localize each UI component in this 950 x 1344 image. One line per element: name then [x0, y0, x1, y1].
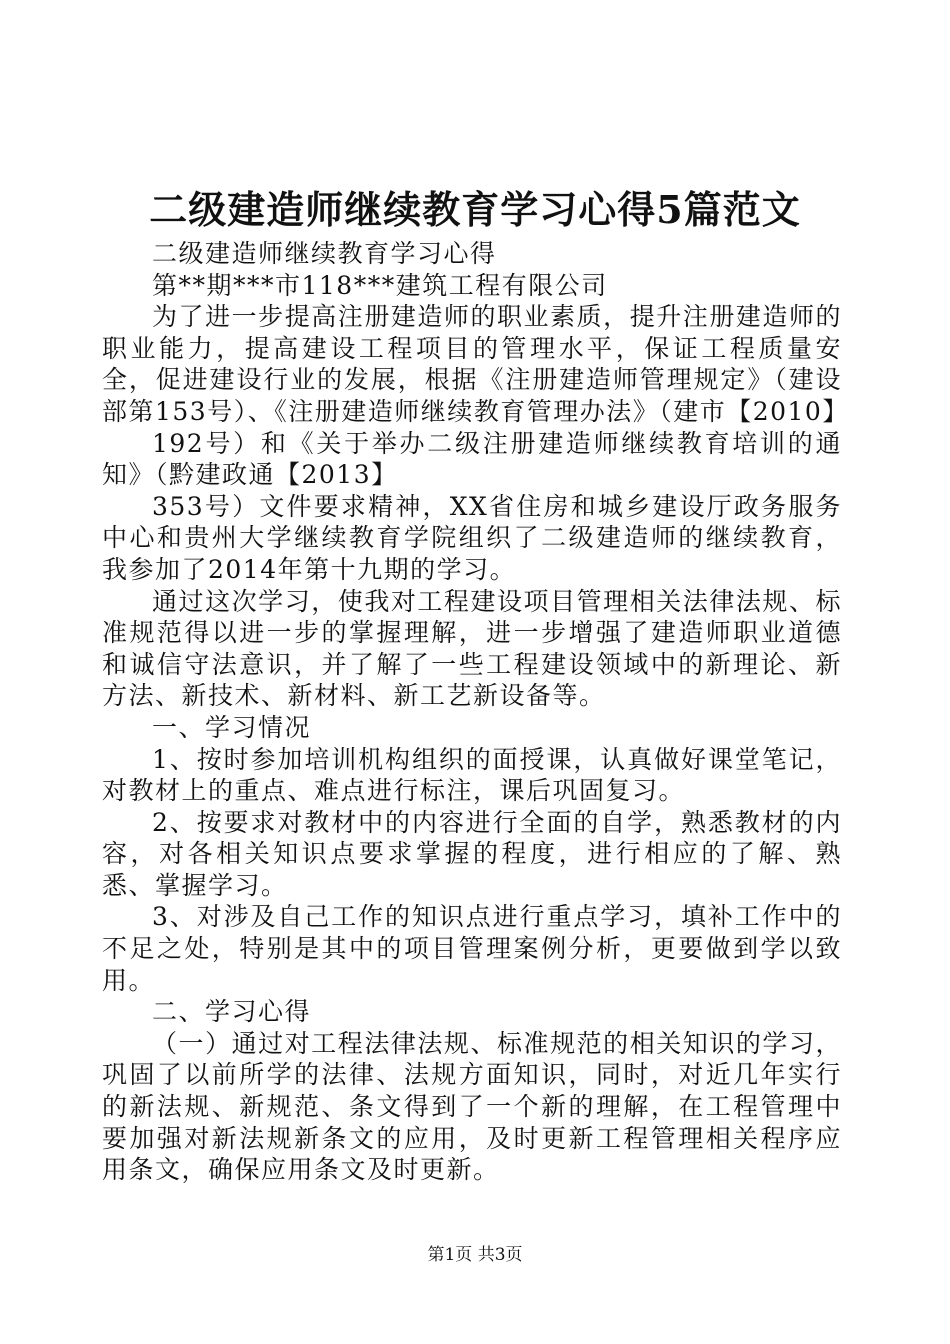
- section-heading: 一、学习情况: [152, 712, 312, 742]
- body-paragraph: 通过这次学习，使我对工程建设项目管理相关法律法规、标准规范得以进一步的掌握理解，进一步增强了建造师职业道德和诚信守法意识，并了解了一些工程建设领域中的新理论、新方法、新技术、新材料、新工艺新设备等。: [102, 586, 842, 711]
- body-paragraph: 为了进一步提高注册建造师的职业素质，提升注册建造师的职业能力，提高建设工程项目的管理水平，保证工程质量安全，促进建设行业的发展，根据《注册建造师管理规定》（建设部第153号）、《注册建造师继续教育管理办法》（建市【2010】: [102, 302, 849, 426]
- section-heading: 二、学习心得: [152, 997, 312, 1027]
- list-item: 3、对涉及自己工作的知识点进行重点学习，填补工作中的不足之处，特别是其中的项目管理案例分析，更要做到学以致用。: [102, 902, 842, 995]
- document-body: [102, 238, 849, 1186]
- body-paragraph: 192号）和《关于举办二级注册建造师继续教育培训的通知》（黔建政通【2013】: [102, 428, 842, 490]
- author-line: 第**期***市118***建筑工程有限公司: [152, 270, 608, 300]
- page-footer: 第1页 共3页: [427, 1245, 523, 1265]
- list-item: 1、按时参加培训机构组织的面授课，认真做好课堂笔记，对教材上的重点、难点进行标注，课后巩固复习。: [102, 744, 842, 806]
- list-item: 2、按要求对教材中的内容进行全面的自学，熟悉教材的内容，对各相关知识点要求掌握的程度，进行相应的了解、熟悉、掌握学习。: [102, 807, 842, 900]
- body-paragraph: 353号）文件要求精神，XX省住房和城乡建设厅政务服务中心和贵州大学继续教育学院组织了二级建造师的继续教育，我参加了2014年第十九期的学习。: [102, 491, 842, 584]
- body-paragraph: （一）通过对工程法律法规、标准规范的相关知识的学习，巩固了以前所学的法律、法规方面知识，同时，对近几年实行的新法规、新规范、条文得到了一个新的理解，在工程管理中要加强对新法规新条文的应用，及时更新工程管理相关程序应用条文，确保应用条文及时更新。: [102, 1028, 842, 1185]
- subtitle-paragraph: 二级建造师继续教育学习心得: [152, 239, 497, 268]
- document-title: 二级建造师继续教育学习心得5篇范文: [149, 187, 801, 232]
